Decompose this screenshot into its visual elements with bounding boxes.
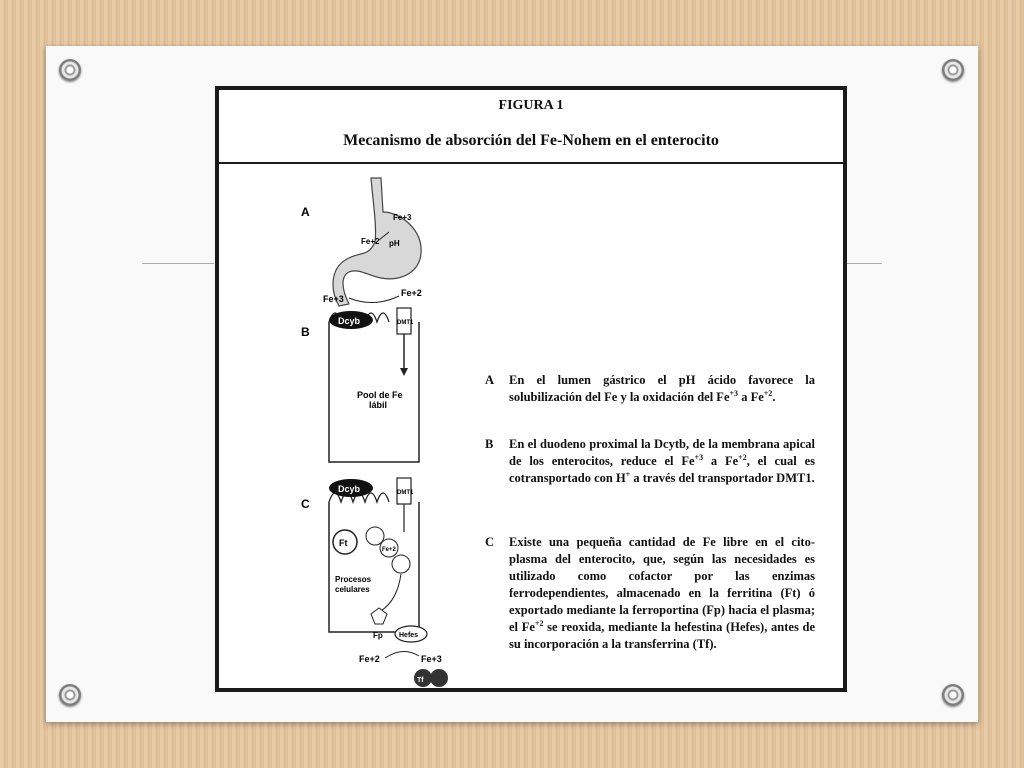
description-letter-b: B — [485, 437, 494, 451]
pin-icon-bottom-right — [942, 684, 964, 706]
c-fp-label: Fp — [373, 631, 383, 640]
b-pool-label-1: Pool de Fe — [357, 390, 403, 400]
b-fe2-label: Fe+2 — [401, 288, 422, 298]
accent-line-left — [142, 263, 214, 264]
figure-title: Mecanismo de absorción del Fe-Nohem en el enterocito — [343, 132, 719, 149]
c-fe3-out-label: Fe+3 — [421, 654, 442, 664]
c-fe2-label: Fe+2 — [382, 547, 396, 553]
c-proc-label-2: celulares — [335, 585, 370, 594]
c-dmt1-label: DMT1 — [397, 490, 414, 496]
accent-line-right — [846, 263, 882, 264]
figure-image — [215, 86, 847, 692]
panel-label-a: A — [301, 205, 310, 219]
figure-header — [219, 90, 843, 164]
c-fe2-out-label: Fe+2 — [359, 654, 380, 664]
c-fe2-icon-1 — [366, 527, 384, 545]
stomach-ph-label: pH — [389, 239, 400, 248]
c-hefes-label: Hefes — [399, 632, 419, 639]
c-fp-icon — [371, 608, 387, 624]
stomach-fe3-label: Fe+3 — [393, 213, 412, 222]
figure-label: FIGURA 1 — [498, 98, 564, 113]
description-b — [485, 436, 815, 487]
c-fe2-icon-3 — [392, 555, 410, 573]
panel-label-c: C — [301, 497, 310, 511]
description-text-a: En el lumen gástrico el pH ácido favorece la solubilización del Fe y la oxidación del $Fe^{+3}$ a $Fe^{+2}$. — [509, 373, 815, 404]
b-dmt1-label: DMT1 — [397, 320, 414, 326]
pin-icon-bottom-left — [59, 684, 81, 706]
pin-icon-top-left — [59, 59, 81, 81]
pin-icon-top-right — [942, 59, 964, 81]
b-pool-label-2: lábil — [369, 400, 388, 410]
c-dcyb-label: Dcyb — [338, 484, 361, 494]
panel-label-b: B — [301, 325, 310, 339]
c-proc-label-1: Procesos — [335, 575, 372, 584]
absorption-diagram — [289, 172, 459, 692]
b-dcyb-label: Dcyb — [338, 316, 361, 326]
b-fe3-label: Fe+3 — [323, 294, 344, 304]
description-text-b: En el duodeno proximal la Dcytb, de la membrana apical de los enterocitos, reduce el $Fe^{+3}$ a $Fe^{+2}$, el cual es cotransportado con H+ a través del transportador DMT1. — [509, 437, 815, 485]
description-letter-a: A — [485, 373, 495, 387]
description-c — [485, 534, 815, 653]
description-text-c: Existe una pequeña cantidad de Fe libre en el cito-plasma del enterocito, que, según las necesidades es utilizado como cofactor por las enzimas ferrodependientes, almacenado en la ferritina (Ft) ó exportado mediante la ferroportina (Fp) hacia el plasma; el $Fe^{+2}$ se reoxida, mediante la hefestina (Hefes), antes de su incorporación a la transferrina (Tf). — [509, 535, 815, 651]
description-a — [485, 372, 815, 406]
c-tf-label: Tf — [417, 677, 424, 684]
stomach-fe2-label: Fe+2 — [361, 237, 380, 246]
c-ft-label: Ft — [339, 538, 348, 548]
description-letter-c: C — [485, 535, 495, 549]
